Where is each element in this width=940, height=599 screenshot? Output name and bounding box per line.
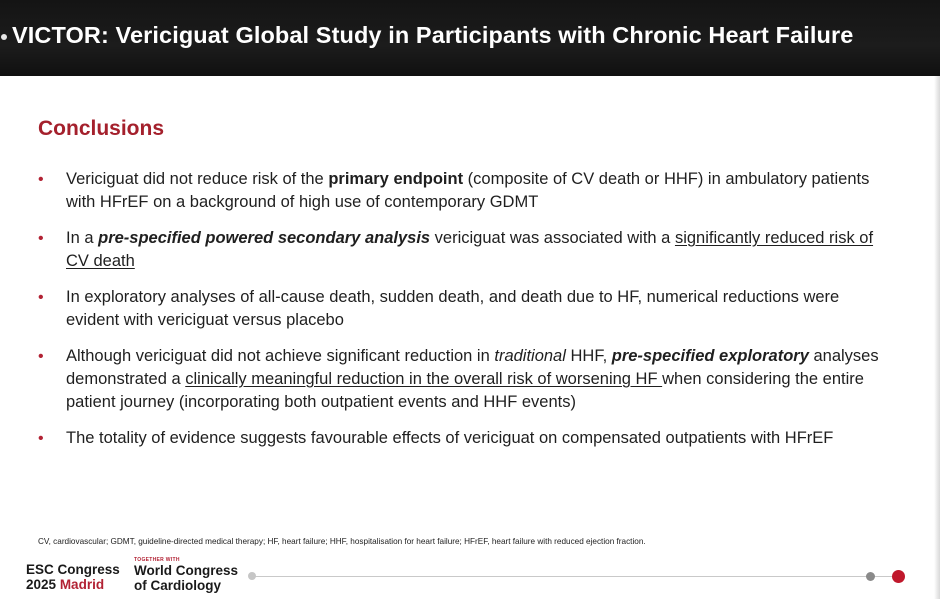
bullet-icon: • [38,289,44,306]
esc-logo-line2 [26,577,120,592]
bullet-text [66,347,879,411]
bullet-segment: clinically meaningful reduction in the overall risk of worsening HF [185,370,663,388]
bullet-segment: Vericiguat did not reduce risk of the [66,170,329,188]
bullet-segment: pre-specified exploratory [611,347,809,365]
wcc-logo-line2: of Cardiology [134,578,221,593]
bullet-icon: • [38,430,44,447]
bullet-item [38,227,888,273]
bullet-text [66,429,833,447]
slide-progress-track [252,576,900,577]
esc-congress-logo [26,562,120,592]
bullet-item [38,345,888,414]
section-heading: Conclusions [38,117,165,140]
title-bullet-icon [1,34,7,40]
progress-start-dot [248,572,256,580]
bullet-icon: • [38,348,44,365]
bullet-segment: when considering the entire patient journey (incorporating both outpatient events and HHF events) [66,370,864,411]
wcc-logo-line1: World Congress [134,563,239,578]
bullet-item [38,286,888,332]
slide-title: VICTOR: Vericiguat Global Study in Participants with Chronic Heart Failure [12,22,854,48]
abbreviations-footnote: CV, cardiovascular; GDMT, guideline-directed medical therapy; HF, heart failure; HHF, hospitalisation for heart failure; HFrEF, heart failure with reduced ejection fraction. [38,537,646,546]
bullet-segment: Although vericiguat did not achieve significant reduction in [66,347,495,365]
esc-logo-year: 2025 [26,577,57,592]
bullet-text [66,288,839,329]
bullet-segment: traditional [494,347,566,365]
wcc-logo-tag: TOGETHER WITH [134,557,180,563]
esc-logo-city: Madrid [59,577,105,592]
bullet-segment: significantly reduced risk of CV death [66,229,874,270]
progress-end-dot [892,570,905,583]
bullet-text [66,229,873,270]
bullet-segment: (composite of CV death or HHF) in ambulatory patients with HFrEF on a background of high use of contemporary GDMT [66,170,870,211]
bullet-segment: analyses demonstrated a [66,347,879,388]
bullet-item [38,427,888,450]
bullet-segment: vericiguat was associated with a [430,229,675,247]
slide-edge-shadow [934,76,940,599]
esc-logo-line1: ESC Congress [26,562,120,577]
bullet-item [38,168,888,214]
bullet-text [66,170,869,211]
progress-position-dot [866,572,875,581]
bullet-segment: The totality of evidence suggests favourable effects of vericiguat on compensated outpatients with HFrEF [66,429,834,447]
bullet-segment: pre-specified powered secondary analysis [98,229,431,247]
bullet-icon: • [38,171,44,188]
bullet-segment: In a [66,229,99,247]
bullet-segment: In exploratory analyses of all-cause death, sudden death, and death due to HF, numerical reductions were evident with vericiguat versus placebo [66,288,840,329]
bullet-segment: primary endpoint [328,170,464,188]
world-congress-logo [134,557,238,593]
bullet-segment: HHF, [565,347,612,365]
title-bar [0,0,940,76]
bullet-icon: • [38,230,44,247]
conclusions-list [38,168,888,463]
